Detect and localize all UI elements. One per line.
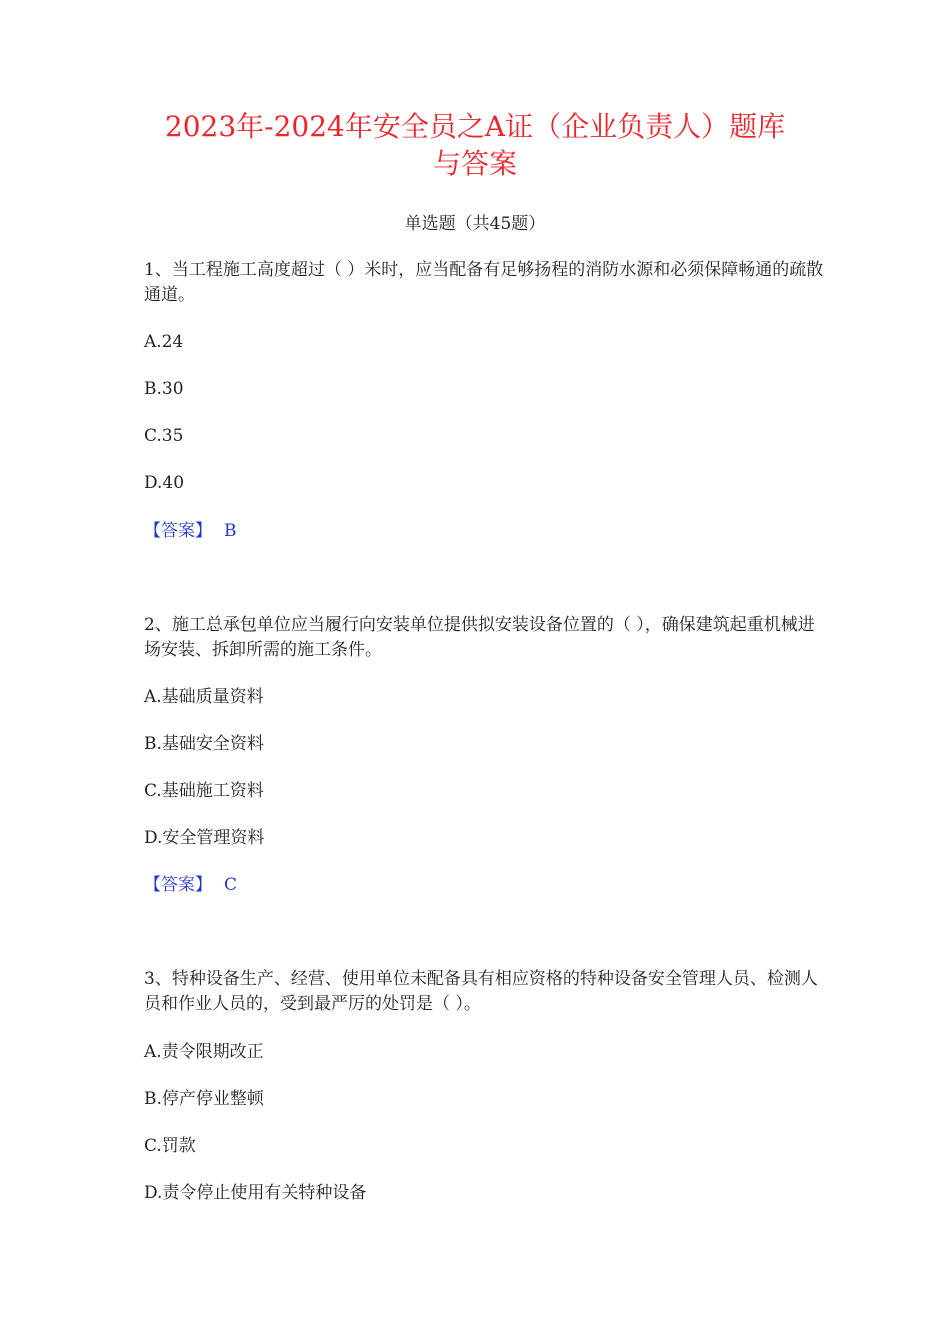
document-title xyxy=(60,108,890,182)
question-3-option-b: B.停产停业整顿 xyxy=(144,1089,264,1109)
question-3-option-d: D.责令停止使用有关特种设备 xyxy=(144,1183,367,1203)
question-2-option-a: A.基础质量资料 xyxy=(144,687,264,707)
title-line-2: 与答案 xyxy=(432,147,517,180)
question-1-option-b: B.30 xyxy=(144,379,184,399)
question-1-answer xyxy=(144,519,237,543)
question-3-option-c: C.罚款 xyxy=(144,1136,196,1156)
question-3-option-a: A.责令限期改正 xyxy=(144,1042,264,1062)
question-2-option-c: C.基础施工资料 xyxy=(144,781,264,801)
answer-value: C xyxy=(224,875,238,895)
answer-value: B xyxy=(224,521,237,541)
section-heading: 单选题（共45题） xyxy=(404,214,546,234)
question-1-option-a: A.24 xyxy=(144,332,184,352)
question-2-answer xyxy=(144,873,237,897)
question-1-option-c: C.35 xyxy=(144,426,184,446)
question-2-option-d: D.安全管理资料 xyxy=(144,828,265,848)
question-1-option-d: D.40 xyxy=(144,473,185,493)
title-line-1: 2023年-2024年安全员之A证（企业负责人）题库 xyxy=(164,110,786,143)
question-2-option-b: B.基础安全资料 xyxy=(144,734,264,754)
question-1-stem: 1、当工程施工高度超过（ ）米时，应当配备有足够扬程的消防水源和必须保障畅通的疏散通道。 xyxy=(144,260,824,305)
question-3-stem: 3、特种设备生产、经营、使用单位未配备具有相应资格的特种设备安全管理人员、检测人员和作业人员的，受到最严厉的处罚是（ ）。 xyxy=(144,969,818,1014)
answer-label: 【答案】 xyxy=(144,875,212,895)
answer-label: 【答案】 xyxy=(144,521,212,541)
question-2-stem: 2、施工总承包单位应当履行向安装单位提供拟安装设备位置的（ ），确保建筑起重机械进场安装、拆卸所需的施工条件。 xyxy=(144,615,815,660)
